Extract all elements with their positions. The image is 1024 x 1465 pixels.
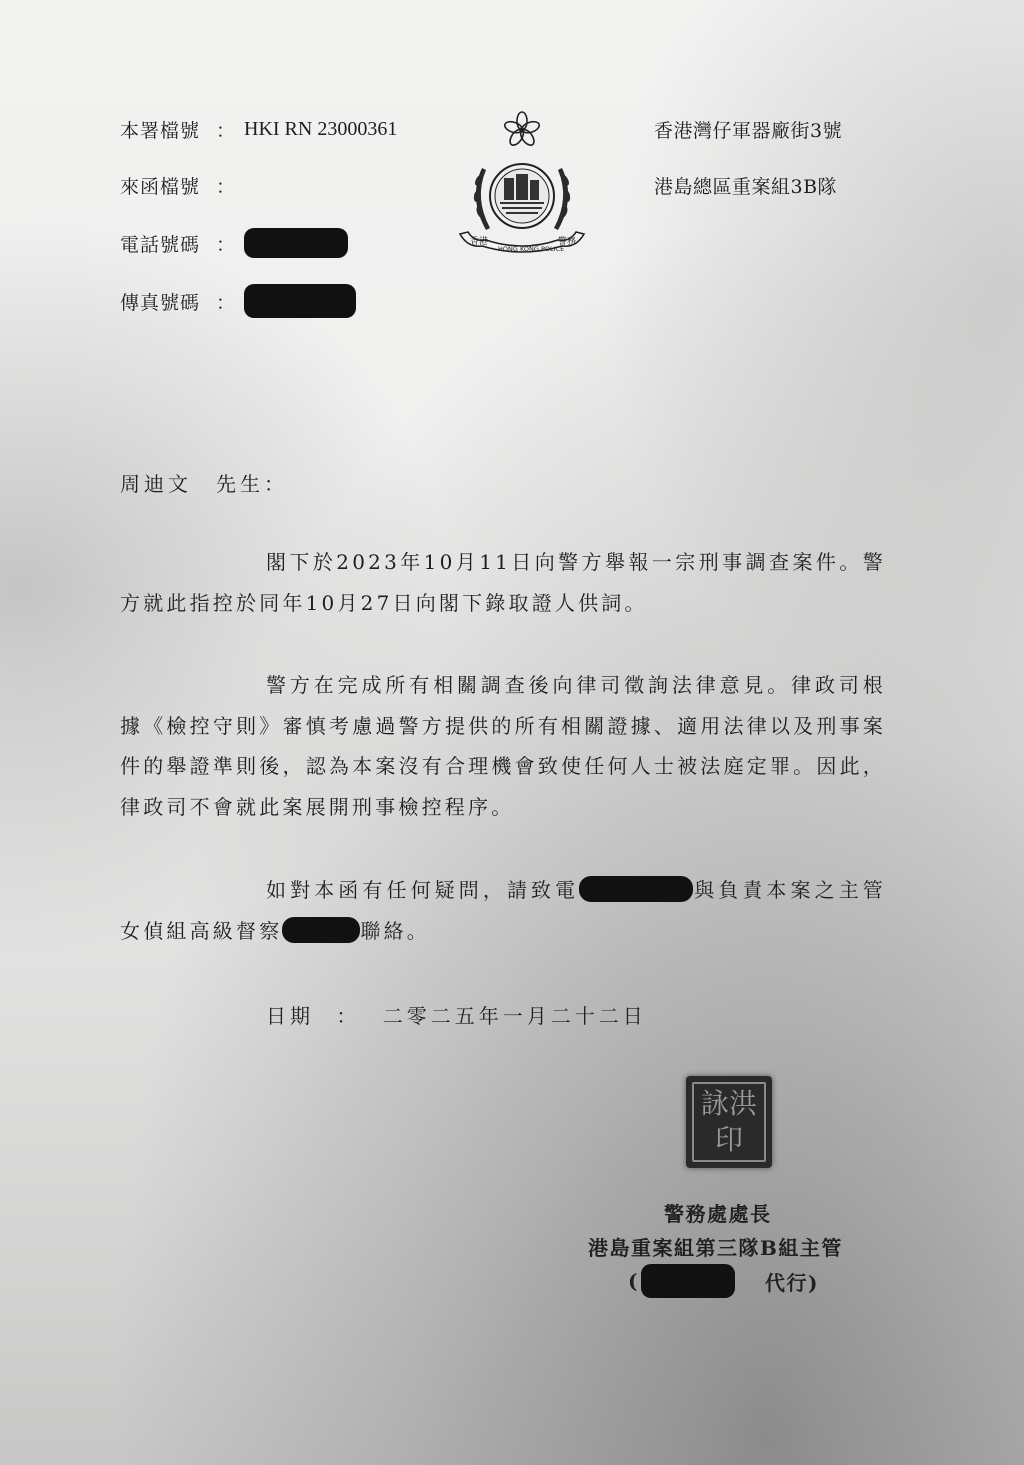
paragraph-3-part-3: 聯絡。 <box>360 918 431 943</box>
colon: ： <box>216 120 236 142</box>
redacted-fax <box>244 284 356 318</box>
your-ref-row <box>120 172 244 199</box>
emblem-banner-text: HONG KONG POLICE <box>498 245 565 253</box>
emblem-right-text: 警務 <box>558 237 577 247</box>
colon: ： <box>216 291 236 314</box>
fax-row <box>120 284 356 318</box>
paragraph-3-part-2: 與負責本案之主管女偵組高級督察 <box>120 878 886 943</box>
paragraph-2: 警方在完成所有相關調查後向律司徵詢法律意見。律政司根據《檢控守則》審慎考慮過警方提供的所有相關證據、適用法律以及刑事案件的舉證準則後，認為本案沒有合理機會致使任何人士被法庭定罪。因此，律政司不會就此案展開刑事檢控程序。 <box>120 673 886 819</box>
date-line <box>266 1000 647 1029</box>
police-emblem-icon <box>452 108 592 268</box>
signature-title: 警務處處長 <box>664 1202 772 1226</box>
date-value: 二零二五年一月二十二日 <box>382 1004 647 1028</box>
your-ref-label: 來函檔號 <box>120 176 201 198</box>
redacted-inspector-name <box>282 917 360 943</box>
address-line-1: 香港灣仔軍器廠街3號 <box>654 120 843 142</box>
colon: ： <box>216 233 236 256</box>
paragraph-3 <box>120 870 886 951</box>
redacted-officer-name <box>641 1264 735 1298</box>
emblem-left-text: 香港 <box>470 237 489 247</box>
date-colon: ： <box>336 1004 361 1028</box>
paragraph-3-part-1: 如對本函有任何疑問，請致電 <box>266 878 580 902</box>
phone-row <box>120 228 348 258</box>
signature-acting-label: 代行) <box>764 1270 819 1295</box>
signature-acting-line <box>628 1264 819 1298</box>
date-label: 日期 <box>266 1004 314 1028</box>
paragraph-1: 閣下於2023年10月11日向警方舉報一宗刑事調查案件。警方就此指控於同年10月27日向閣下錄取證人供詞。 <box>120 550 886 615</box>
address-line-2: 港島總區重案組3B隊 <box>654 176 838 198</box>
fax-label: 傳真號碼 <box>120 291 201 314</box>
official-seal-stamp <box>686 1076 772 1168</box>
signature-unit: 港島重案組第三隊B組主管 <box>588 1236 843 1260</box>
seal-glyphs: 詠 洪 印 <box>692 1082 766 1162</box>
our-ref-label: 本署檔號 <box>120 120 201 142</box>
salutation: 周迪文 先生： <box>120 472 288 496</box>
redacted-contact-number <box>579 876 693 902</box>
phone-label: 電話號碼 <box>120 233 201 256</box>
colon: ： <box>216 176 236 198</box>
our-ref-row <box>120 116 397 143</box>
signature-open-paren: ( <box>628 1269 639 1293</box>
redacted-phone <box>244 228 348 258</box>
our-ref-value: HKI RN 23000361 <box>244 118 398 140</box>
